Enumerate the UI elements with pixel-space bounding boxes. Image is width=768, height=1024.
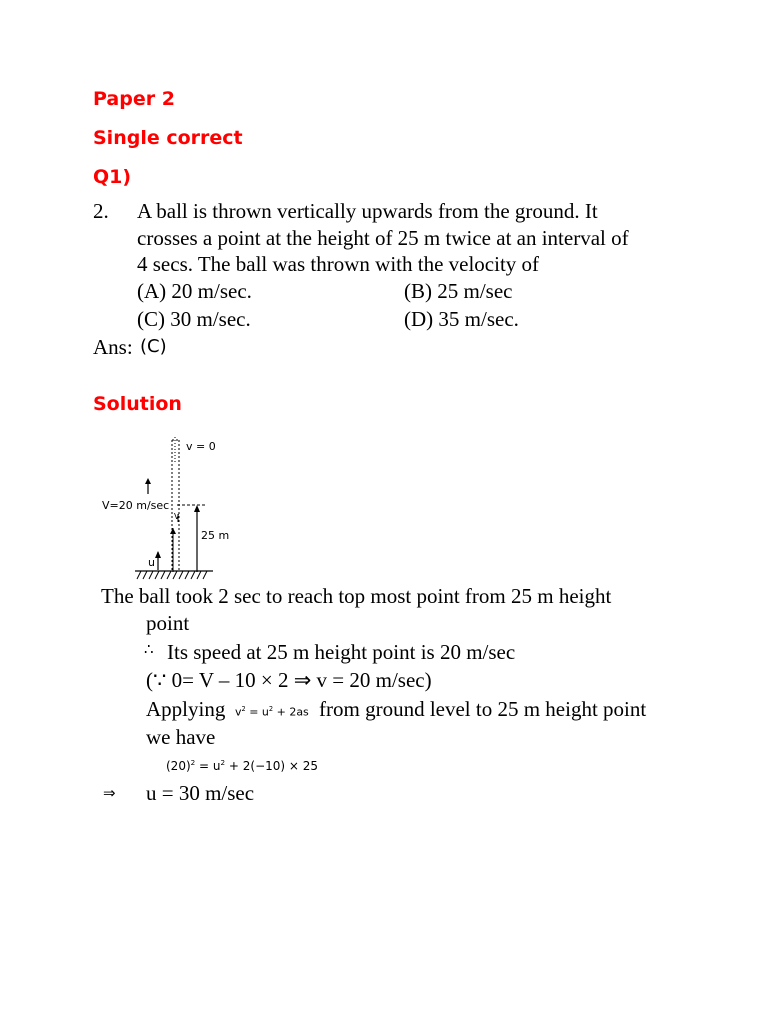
diagram-velocity-label: V=20 m/sec (102, 499, 170, 512)
answer-label: Ans: (93, 335, 133, 359)
equation-motion-formula: $v^2 = u^2 + 2as$ (235, 705, 309, 719)
diagram-v-label: V (174, 512, 180, 521)
solution-line-5-post: from ground level to 25 m height point (319, 697, 647, 721)
diagram-u-label: u (148, 556, 155, 569)
answer-value: (C) (140, 336, 167, 357)
option-a: (A) 20 m/sec. (137, 279, 252, 303)
final-answer: u = 30 m/sec (146, 781, 255, 805)
diagram-top-label: v = 0 (186, 440, 216, 453)
solution-line-6: we have (146, 725, 216, 749)
section-heading: Single correct (93, 127, 243, 149)
solution-heading: Solution (93, 393, 182, 415)
question-line-3: 4 secs. The ball was thrown with the velocity of (137, 252, 540, 276)
therefore-symbol: ∴ (144, 642, 154, 658)
substitution-equation: $(20)^2 = u^2 + 2(-10) \times 25$ (166, 758, 319, 773)
question-line-2: crosses a point at the height of 25 m twice at an interval of (137, 226, 629, 250)
solution-line-2: point (146, 611, 190, 635)
question-index: 2. (93, 199, 109, 223)
option-b: (B) 25 m/sec (404, 279, 513, 303)
option-c: (C) 30 m/sec. (137, 307, 251, 331)
option-d: (D) 35 m/sec. (404, 307, 519, 331)
solution-line-1: The ball took 2 sec to reach top most point from 25 m height (101, 584, 612, 608)
solution-line-4: (∵ 0= V – 10 × 2 ⇒ v = 20 m/sec) (146, 668, 432, 692)
paper-heading: Paper 2 (93, 88, 175, 110)
solution-line-3: Its speed at 25 m height point is 20 m/sec (167, 640, 516, 664)
diagram-height-label: 25 m (201, 529, 230, 542)
solution-line-5-pre: Applying (146, 697, 226, 721)
question-number-heading: Q1) (93, 166, 132, 188)
implies-symbol: ⇒ (103, 786, 116, 802)
question-line-1: A ball is thrown vertically upwards from the ground. It (137, 199, 598, 223)
